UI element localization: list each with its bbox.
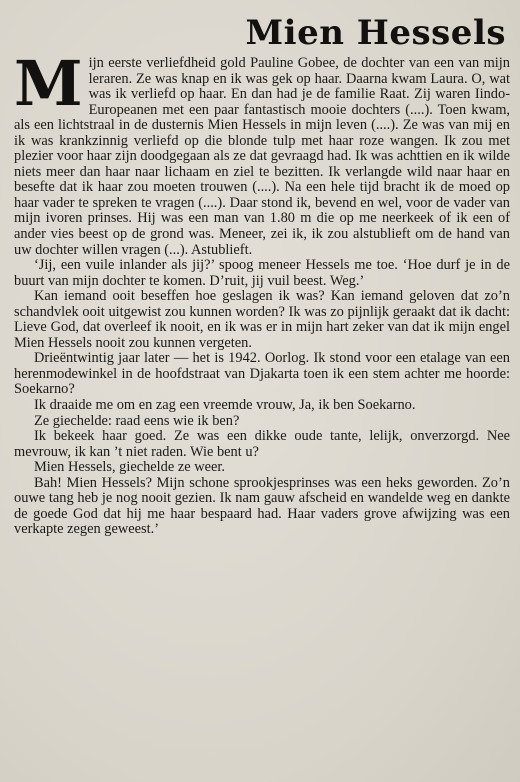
article-paragraph-8: Mien Hessels, giechelde ze weer. <box>34 459 225 476</box>
article-paragraph-7: Ik bekeek haar goed. Ze was een dikke oude tante, lelijk, onverzorgd. Nee mevrouw, ik kan ’t niet raden. Wie bent u? <box>14 428 510 460</box>
article-paragraph-6: Ze giechelde: raad eens wie ik ben? <box>34 412 240 429</box>
article-paragraph-3: Kan iemand ooit beseffen hoe geslagen ik was? Kan iemand geloven dat zo’n schandvlek ooit uitgewist zou kunnen worden? Ik was zo pijnlijk geraakt dat ik dacht: Lieve God, dat overleef ik nooit, en ik was er in mijn hart zeker van dat ik mijn engel Mien Hessels nooit zou kunnen vergeten. <box>14 288 510 351</box>
article-body <box>14 47 510 538</box>
article-paragraph-9: Bah! Mien Hessels? Mijn schone sprookjesprinses was een heks geworden. Zo’n ouwe tang heb je nog nooit gezien. Ik nam gauw afscheid en wandelde weg en dankte de goede God dat hij me haar bespaard had. Haar vaders grove afwijzing was een verkapte zegen geweest.’ <box>14 474 510 538</box>
article-paragraph-2: ‘Jij, een vuile inlander als jij?’ spoog meneer Hessels me toe. ‘Hoe durf je in de buurt van mijn dochter te komen. D’ruit, jij vuil beest. Weg.’ <box>14 257 510 289</box>
drop-cap: M <box>14 47 83 120</box>
article-paragraph-5: Ik draaide me om en zag een vreemde vrouw, Ja, ik ben Soekarno. <box>34 397 416 414</box>
article-paragraph-1 <box>14 47 510 258</box>
article-paragraph-4: Drieëntwintig jaar later — het is 1942. Oorlog. Ik stond voor een etalage van een herenmodewinkel in de hoofdstraat van Djakarta toen ik een stem achter me hoorde: Soekarno? <box>14 350 510 398</box>
article-title: Mien Hessels <box>245 13 506 53</box>
paragraph-1-text: ijn eerste verliefdheid gold Pauline Gobee, de dochter van een van mijn leraren. Ze was knap en ik was gek op haar. Daarna kwam Laura. O, wat was ik verliefd op haar. En dan had je de familie Raat. Zij waren Iindo-Europeanen met een paar fantastisch mooie dochters (....). Toen kwam, als een lichtstraal in de dusternis Mien Hessels in mijn leven (....). Ze was van mij en ik was krankzinnig verliefd op die blonde tulp met haar roze wangen. Ik zou met plezier voor haar zijn doodgegaan als ze dat gevraagd had. Ik was achttien en ik wilde niets meer dan haar naar lichaam en ziel te bezitten. Ik verlangde wild naar haar en besefte dat ik haar zou moeten trouwen (....). Na een hele tijd bracht ik de moed op haar vader te spreken te vragen (....). Daar stond ik, bevend en wel, voor de vader van mijn ivoren prinses. Hij was een man van 1.80 m die op me neerkeek of ik een of ander vies beest op de grond was. Meneer, zei ik, ik zou alstublieft om de hand van uw dochter willen vragen (...). Astublieft. <box>14 55 510 258</box>
